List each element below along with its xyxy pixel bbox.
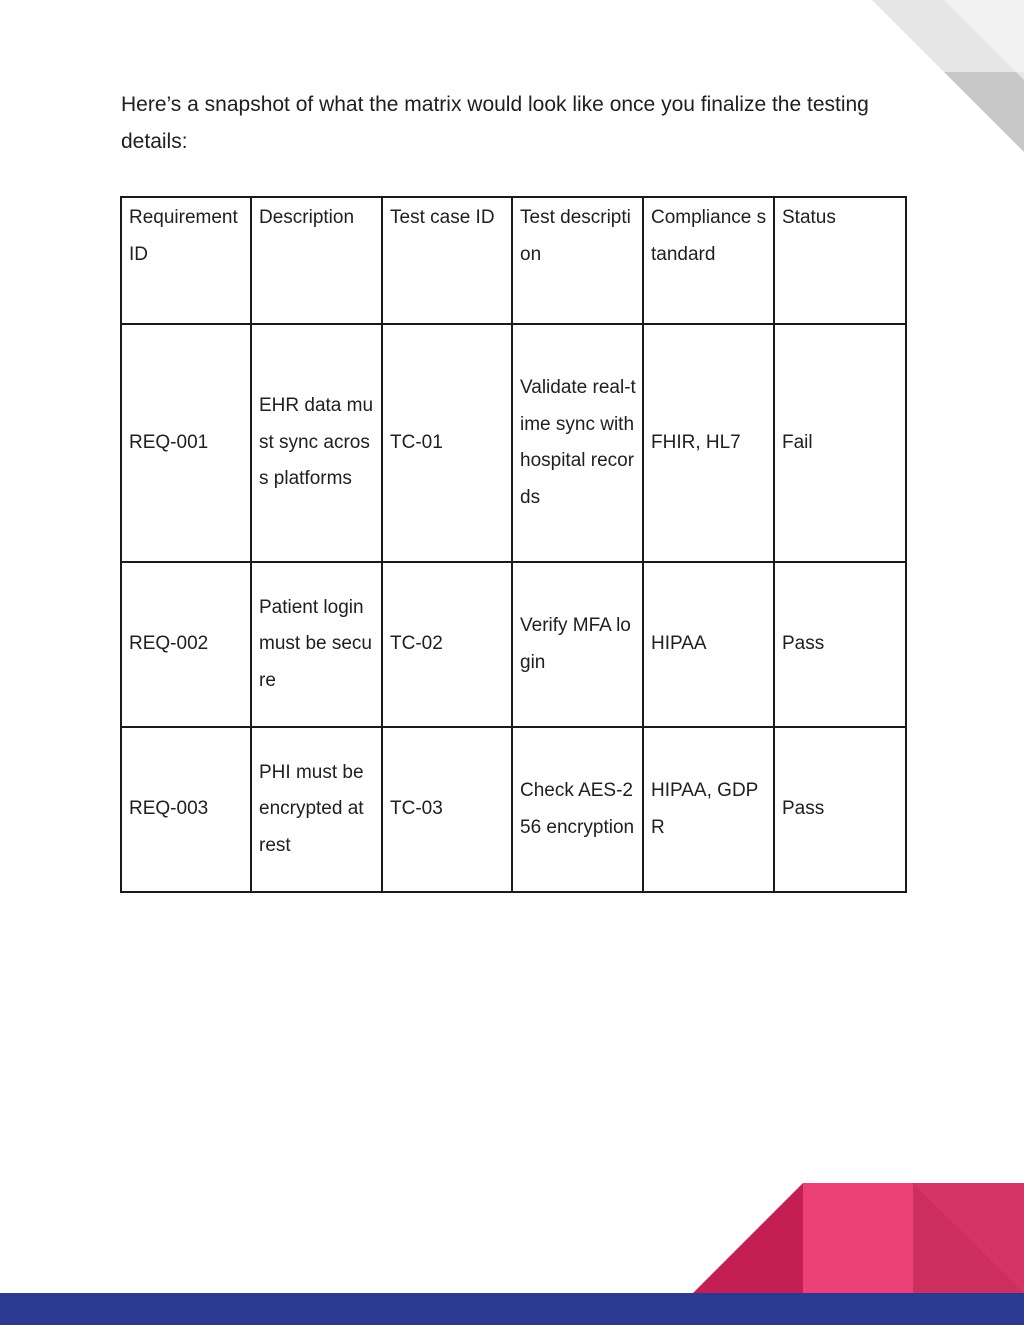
cell-test-case-id: TC-03 bbox=[382, 727, 512, 892]
table-header-row bbox=[121, 197, 906, 324]
cell-test-case-id: TC-01 bbox=[382, 324, 512, 562]
traceability-matrix-table bbox=[120, 196, 907, 893]
header-requirement-id: Requirement ID bbox=[121, 197, 251, 324]
header-status: Status bbox=[774, 197, 906, 324]
footer-pink-shape bbox=[803, 1183, 913, 1293]
header-test-description: Test description bbox=[512, 197, 643, 324]
cell-requirement-id: REQ-001 bbox=[121, 324, 251, 562]
header-description: Description bbox=[251, 197, 382, 324]
cell-compliance-standard: HIPAA bbox=[643, 562, 774, 727]
cell-test-description: Validate real-time sync with hospital records bbox=[512, 324, 643, 562]
cell-compliance-standard: HIPAA, GDPR bbox=[643, 727, 774, 892]
cell-status: Pass bbox=[774, 727, 906, 892]
cell-status: Pass bbox=[774, 562, 906, 727]
intro-paragraph: Here’s a snapshot of what the matrix would look like once you finalize the testing details: bbox=[121, 93, 869, 153]
cell-test-description: Check AES-256 encryption bbox=[512, 727, 643, 892]
cell-requirement-id: REQ-002 bbox=[121, 562, 251, 727]
header-test-case-id: Test case ID bbox=[382, 197, 512, 324]
footer-bar bbox=[0, 1293, 1024, 1325]
cell-test-description: Verify MFA login bbox=[512, 562, 643, 727]
cell-compliance-standard: FHIR, HL7 bbox=[643, 324, 774, 562]
cell-description: PHI must be encrypted at rest bbox=[251, 727, 382, 892]
cell-requirement-id: REQ-003 bbox=[121, 727, 251, 892]
header-compliance-standard: Compliance standard bbox=[643, 197, 774, 324]
cell-description: Patient login must be secure bbox=[251, 562, 382, 727]
table-row bbox=[121, 562, 906, 727]
table-row bbox=[121, 727, 906, 892]
footer-decoration bbox=[0, 1183, 1024, 1325]
table-row bbox=[121, 324, 906, 562]
cell-description: EHR data must sync across platforms bbox=[251, 324, 382, 562]
corner-dark-triangle bbox=[944, 72, 1024, 152]
cell-test-case-id: TC-02 bbox=[382, 562, 512, 727]
cell-status: Fail bbox=[774, 324, 906, 562]
